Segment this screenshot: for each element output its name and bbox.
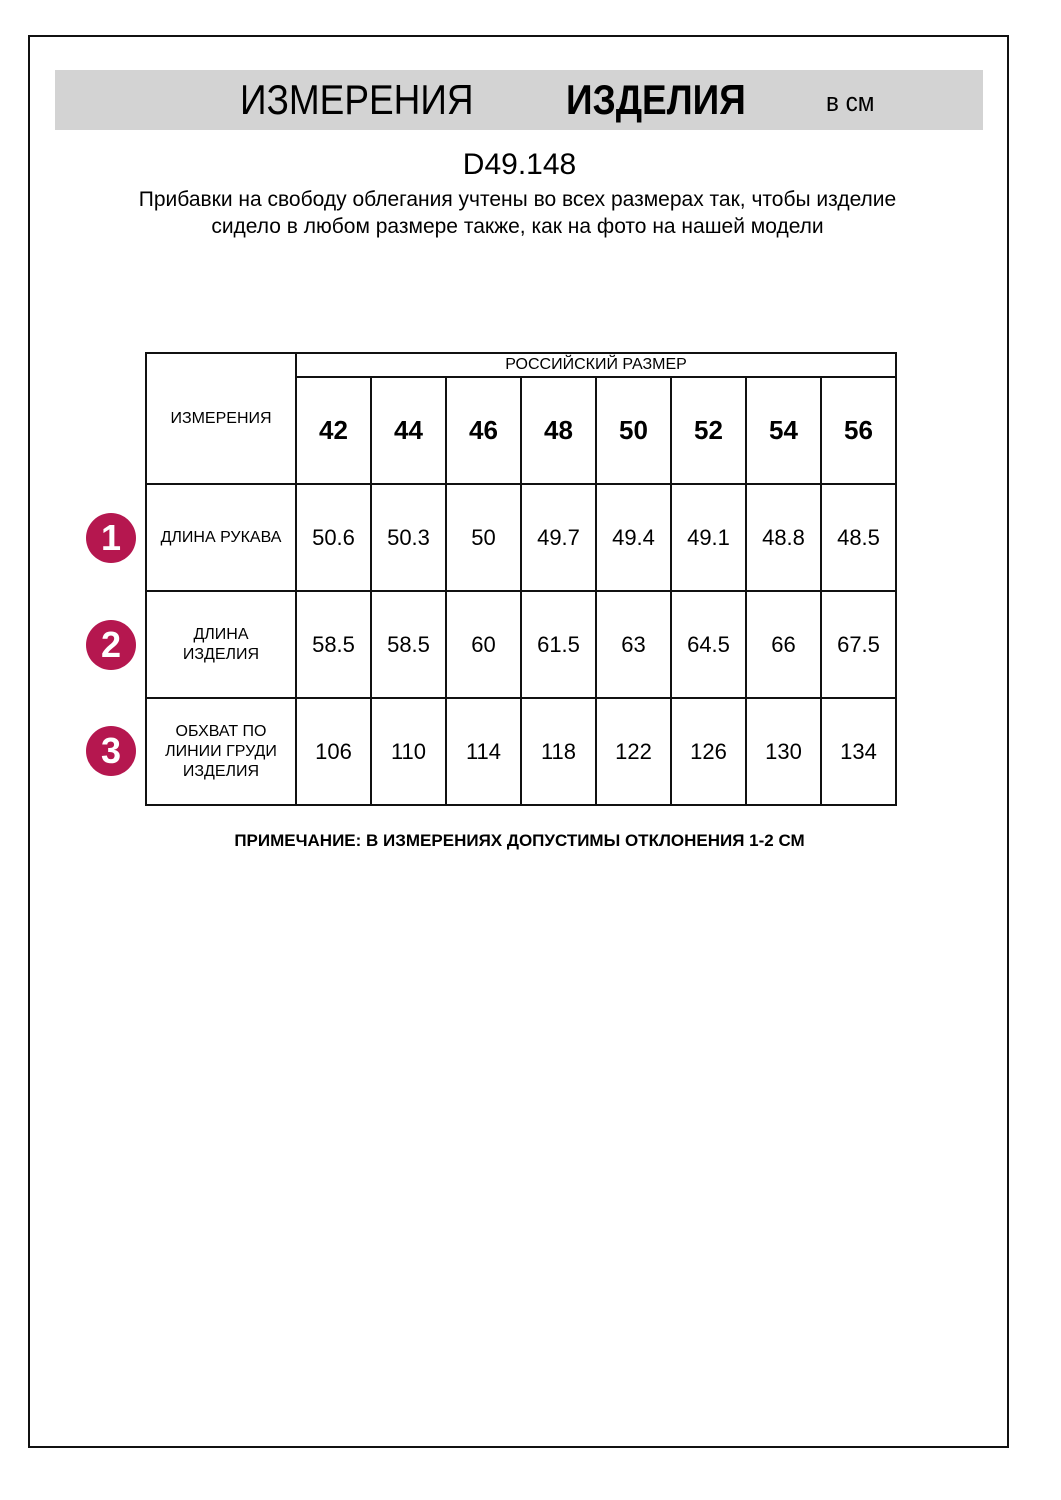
table-row <box>146 591 896 698</box>
size-header: 48 <box>521 377 596 484</box>
table-cell: 50 <box>446 484 521 591</box>
size-group-header: РОССИЙСКИЙ РАЗМЕР <box>296 353 896 377</box>
table-cell: 126 <box>671 698 746 805</box>
table-cell: 58.5 <box>371 591 446 698</box>
table-row <box>146 484 896 591</box>
table-cell: 118 <box>521 698 596 805</box>
table-cell: 106 <box>296 698 371 805</box>
measurement-badge-2: 2 <box>86 620 136 670</box>
size-header: 52 <box>671 377 746 484</box>
row-label: ДЛИНА РУКАВА <box>146 484 296 591</box>
table-cell: 66 <box>746 591 821 698</box>
title-bold: ИЗДЕЛИЯ <box>566 76 746 123</box>
measurements-header: ИЗМЕРЕНИЯ <box>146 353 296 484</box>
title-regular: ИЗМЕРЕНИЯ <box>240 76 474 123</box>
measurement-badge-1: 1 <box>86 513 136 563</box>
table-cell: 63 <box>596 591 671 698</box>
size-table <box>145 352 897 806</box>
row-label: ОБХВАТ ПО ЛИНИИ ГРУДИ ИЗДЕЛИЯ <box>146 698 296 805</box>
table-cell: 58.5 <box>296 591 371 698</box>
size-header: 54 <box>746 377 821 484</box>
table-cell: 50.6 <box>296 484 371 591</box>
title-unit: в см <box>826 87 875 117</box>
table-cell: 49.4 <box>596 484 671 591</box>
table-cell: 48.5 <box>821 484 896 591</box>
measurement-badge-3: 3 <box>86 726 136 776</box>
table-cell: 48.8 <box>746 484 821 591</box>
table-cell: 50.3 <box>371 484 446 591</box>
table-cell: 49.7 <box>521 484 596 591</box>
table-cell: 64.5 <box>671 591 746 698</box>
table-cell: 134 <box>821 698 896 805</box>
size-header: 50 <box>596 377 671 484</box>
table-cell: 122 <box>596 698 671 805</box>
table-cell: 61.5 <box>521 591 596 698</box>
size-header: 42 <box>296 377 371 484</box>
table-cell: 60 <box>446 591 521 698</box>
fit-description: Прибавки на свободу облегания учтены во всех размерах так, чтобы изделие сидело в любом размере также, как на фото на нашей модели <box>138 188 897 238</box>
table-cell: 130 <box>746 698 821 805</box>
table-cell: 114 <box>446 698 521 805</box>
article-number: D49.148 <box>462 148 577 181</box>
size-header: 56 <box>821 377 896 484</box>
size-header: 44 <box>371 377 446 484</box>
table-cell: 67.5 <box>821 591 896 698</box>
tolerance-note: ПРИМЕЧАНИЕ: В ИЗМЕРЕНИЯХ ДОПУСТИМЫ ОТКЛОНЕНИЯ 1-2 СМ <box>234 831 805 850</box>
size-header: 46 <box>446 377 521 484</box>
table-cell: 110 <box>371 698 446 805</box>
table-cell: 49.1 <box>671 484 746 591</box>
row-label: ДЛИНА ИЗДЕЛИЯ <box>146 591 296 698</box>
table-row <box>146 698 896 805</box>
